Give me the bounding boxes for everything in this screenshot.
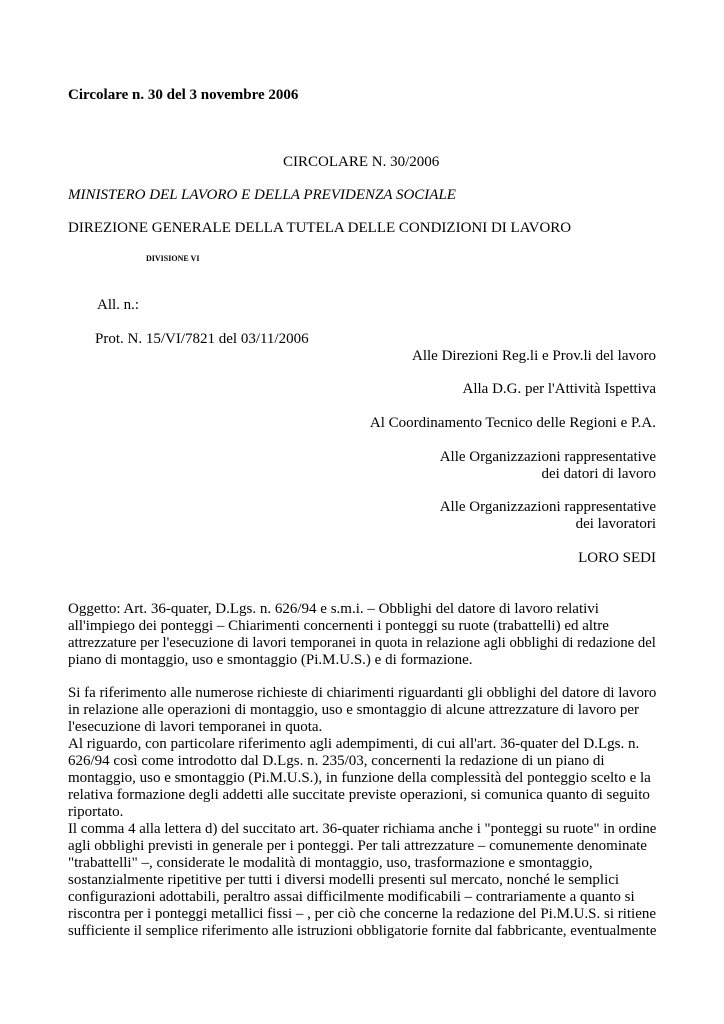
body-line: relativa formazione degli addetti alle succitate previste operazioni, si comunica quanto di seguito [68,787,650,803]
body-line: sufficiente il semplice riferimento alle istruzioni obbligatorie fornite dal fabbricante, eventualmente [68,923,657,939]
body-line: Al riguardo, con particolare riferimento agli adempimenti, di cui all'art. 36-quater del D.Lgs. n. [68,736,640,752]
recipient-direzioni: Alle Direzioni Reg.li e Prov.li del lavoro [412,348,656,364]
subject-line: all'impiego dei ponteggi – Chiarimenti concernenti i ponteggi su ruote (trabattelli) ed altre [68,618,609,634]
recipient-coordinamento: Al Coordinamento Tecnico delle Regioni e P.A. [369,415,656,431]
ministry-heading: MINISTERO DEL LAVORO E DELLA PREVIDENZA SOCIALE [68,187,456,203]
body-line: 626/94 così come introdotto dal D.Lgs. n. 235/03, concernenti la redazione di un piano di [68,753,605,769]
body-line: l'esecuzione di lavori temporanei in quota. [68,719,323,735]
body-line: montaggio, uso e smontaggio (Pi.M.U.S.), in funzione della complessità del ponteggio scelto e la [68,770,651,786]
body-line: in relazione alle operazioni di montaggio, uso e smontaggio di alcune attrezzature di lavoro per [68,702,640,718]
attachments-label: All. n.: [97,297,140,313]
body-line: Si fa riferimento alle numerose richieste di chiarimenti riguardanti gli obblighi del datore di lavoro [68,685,657,701]
protocol-number: Prot. N. 15/VI/7821 del 03/11/2006 [95,331,309,347]
subject-line: attrezzature per l'esecuzione di lavori temporanei in quota in relazione agli obblighi di redazione del [68,635,656,651]
directorate-heading: DIREZIONE GENERALE DELLA TUTELA DELLE CONDIZIONI DI LAVORO [68,220,572,236]
division-label: DIVISIONE VI [146,254,200,263]
recipient-organizzazioni-lavoratori-line2: dei lavoratori [575,516,656,532]
recipient-organizzazioni-datori-line1: Alle Organizzazioni rappresentative [439,449,656,465]
body-line: Il comma 4 alla lettera d) del succitato art. 36-quater richiama anche i "ponteggi su ruote" in ordine [68,821,657,837]
circolare-number: CIRCOLARE N. 30/2006 [283,154,440,170]
body-line: configurazioni adottabili, peraltro assai difficilmente modificabili – contrariamente a quanto si [68,889,635,905]
recipient-loro-sedi: LORO SEDI [578,550,656,566]
subject-line: Oggetto: Art. 36-quater, D.Lgs. n. 626/94 e s.m.i. – Obblighi del datore di lavoro relativi [68,601,599,617]
body-line: riscontra per i ponteggi metallici fissi – , per ciò che concerne la redazione del Pi.M.U.S. si ritiene [68,906,656,922]
recipient-organizzazioni-lavoratori-line1: Alle Organizzazioni rappresentative [439,499,656,515]
subject-line: piano di montaggio, uso e smontaggio (Pi.M.U.S.) e di formazione. [68,652,473,668]
body-line: "trabattelli" –, considerate le modalità di montaggio, uso, trasformazione e smontaggio, [68,855,593,871]
body-line: riportato. [68,804,124,820]
circolare-title: Circolare n. 30 del 3 novembre 2006 [68,87,299,103]
recipient-organizzazioni-datori-line2: dei datori di lavoro [541,466,656,482]
body-line: sostanzialmente ripetitive per tutti i diversi modelli presenti sul mercato, nonché le semplici [68,872,620,888]
recipient-dg-ispettiva: Alla D.G. per l'Attività Ispettiva [462,381,656,397]
body-line: agli obblighi previsti in generale per i ponteggi. Per tali attrezzature – comunemente denominate [68,838,647,854]
